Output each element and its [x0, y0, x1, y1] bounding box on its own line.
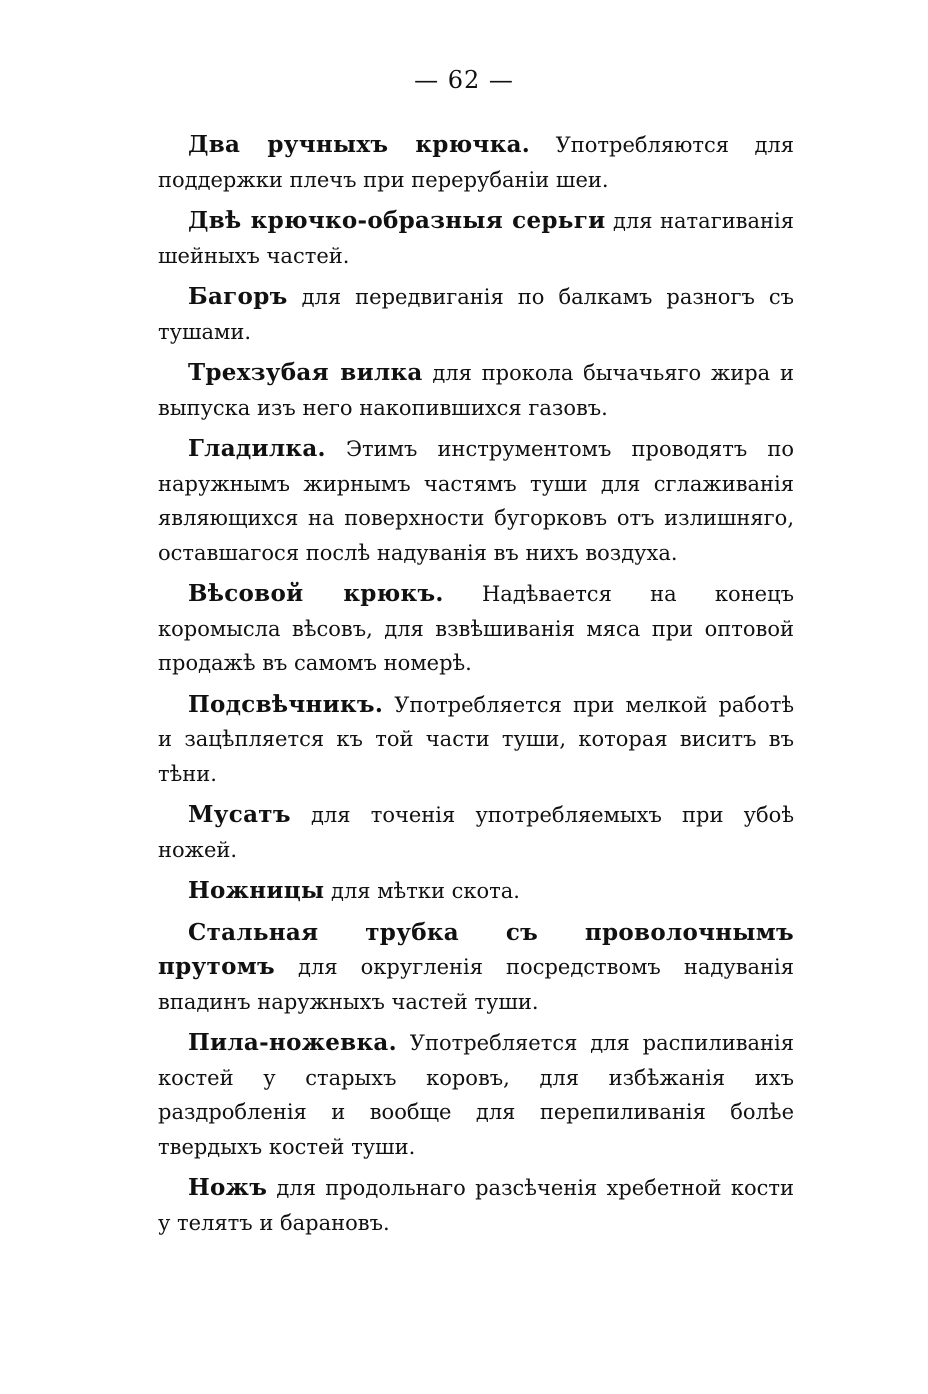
entry-text: Употребляется для распиливанія костей у старыхъ коровъ, для избѣжанія ихъ раздробленія и вообще для перепиливанія болѣе твердыхъ костей туши.	[158, 1031, 794, 1159]
entry-term: Двѣ крючко-образныя серьги	[188, 207, 606, 234]
entry-text: для прокола бычачьяго жира и выпуска изъ него накопившихся газовъ.	[158, 361, 794, 420]
entry-hook-earrings	[158, 204, 794, 273]
entry-term: Ножъ	[188, 1174, 268, 1201]
entry-text: для продольнаго разсѣченія хребетной кости у телятъ и барановъ.	[158, 1176, 794, 1235]
entry-musat	[158, 798, 794, 867]
entry-three-prong-fork	[158, 356, 794, 425]
entry-hand-hooks	[158, 128, 794, 197]
entry-text: Употребляются для поддержки плечъ при перерубаніи шеи.	[158, 133, 794, 192]
entry-candlestick	[158, 688, 794, 792]
entry-term: Гладилка.	[188, 435, 326, 462]
entry-text: для натагиванія шейныхъ частей.	[158, 209, 794, 268]
entry-text: Этимъ инструментомъ проводятъ по наружнымъ жирнымъ частямъ туши для сглаживанія являющихся на поверхности бугорковъ отъ излишняго, оставшагося послѣ надуванія въ нихъ воздуха.	[158, 437, 794, 565]
entry-bagor	[158, 280, 794, 349]
entry-term: Два ручныхъ крючка.	[188, 131, 531, 158]
entry-term: Ножницы	[188, 877, 325, 904]
entry-text: для передвиганія по балкамъ разногъ съ тушами.	[158, 285, 794, 344]
page-number: — 62 —	[414, 66, 514, 94]
entry-scissors	[158, 874, 794, 909]
entry-text: для мѣтки скота.	[324, 879, 520, 903]
entry-term: Пила-ножевка.	[188, 1029, 397, 1056]
entry-term: Трехзубая вилка	[188, 359, 423, 386]
entry-text: Надѣвается на конецъ коромысла вѣсовъ, для взвѣшиванія мяса при оптовой продажѣ въ самомъ номерѣ.	[158, 582, 794, 675]
entry-text: для округленія посредствомъ надуванія впадинъ наружныхъ частей туши.	[158, 955, 794, 1014]
entry-smoother	[158, 432, 794, 570]
entry-term: Вѣсовой крюкъ.	[188, 580, 444, 607]
entry-knife	[158, 1171, 794, 1240]
entry-term: Багоръ	[188, 283, 288, 310]
entry-term: Подсвѣчникъ.	[188, 690, 384, 718]
entry-hacksaw	[158, 1026, 794, 1164]
entry-text: для точенія употребляемыхъ при убоѣ ножей.	[158, 803, 794, 862]
entry-term: Мусатъ	[188, 801, 291, 828]
entry-text: Употребляется при мелкой работѣ и зацѣпляется къ той части туши, которая виситъ въ тѣни.	[158, 692, 794, 786]
entry-steel-tube	[158, 916, 794, 1020]
entry-term: Стальная трубка съ проволочнымъ прутомъ	[158, 918, 794, 980]
entry-weight-hook	[158, 577, 794, 681]
page-body	[158, 128, 794, 1247]
